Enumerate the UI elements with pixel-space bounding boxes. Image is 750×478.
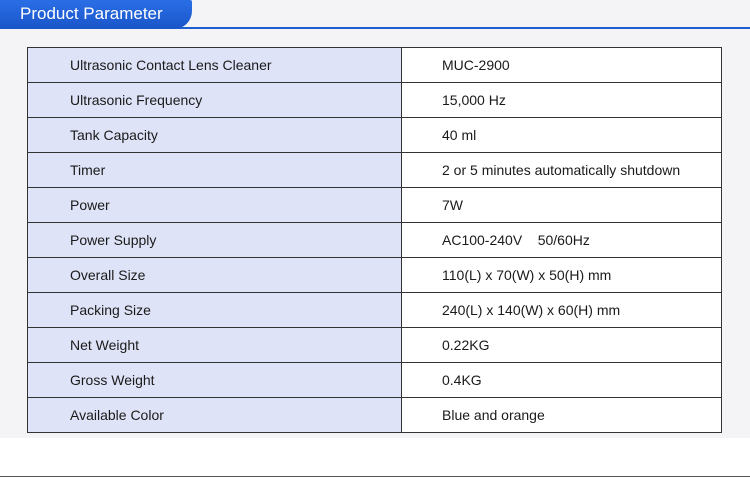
param-value: 15,000 Hz [402, 83, 722, 118]
table-row [28, 188, 722, 223]
param-label: Net Weight [28, 328, 402, 363]
param-value: 0.22KG [402, 328, 722, 363]
param-label: Available Color [28, 398, 402, 433]
param-value: 40 ml [402, 118, 722, 153]
param-label: Tank Capacity [28, 118, 402, 153]
table-row [28, 48, 722, 83]
table-row [28, 83, 722, 118]
param-value: AC100-240V 50/60Hz [402, 223, 722, 258]
table-row [28, 223, 722, 258]
table-row [28, 398, 722, 433]
param-label: Power Supply [28, 223, 402, 258]
table-row [28, 258, 722, 293]
param-value: 240(L) x 140(W) x 60(H) mm [402, 293, 722, 328]
param-value: Blue and orange [402, 398, 722, 433]
param-label: Power [28, 188, 402, 223]
footer-area [0, 438, 750, 478]
param-value: 7W [402, 188, 722, 223]
parameter-table [27, 47, 722, 433]
table-row [28, 328, 722, 363]
param-label: Ultrasonic Contact Lens Cleaner [28, 48, 402, 83]
param-label: Ultrasonic Frequency [28, 83, 402, 118]
section-title: Product Parameter [0, 0, 192, 29]
param-label: Gross Weight [28, 363, 402, 398]
param-label: Overall Size [28, 258, 402, 293]
param-label: Packing Size [28, 293, 402, 328]
table-row [28, 363, 722, 398]
param-value: 2 or 5 minutes automatically shutdown [402, 153, 722, 188]
param-value: MUC-2900 [402, 48, 722, 83]
param-label: Timer [28, 153, 402, 188]
table-row [28, 118, 722, 153]
param-value: 110(L) x 70(W) x 50(H) mm [402, 258, 722, 293]
footer-divider [0, 476, 750, 477]
table-row [28, 153, 722, 188]
param-value: 0.4KG [402, 363, 722, 398]
section-header [0, 0, 750, 29]
table-row [28, 293, 722, 328]
